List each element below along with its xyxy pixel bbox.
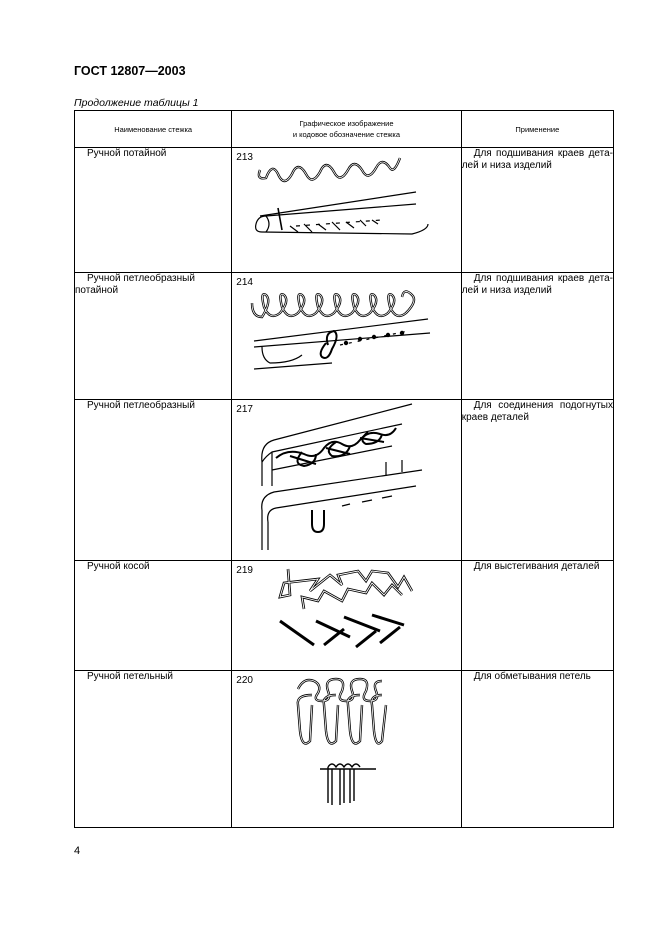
stitch-graphic-cell <box>232 561 461 671</box>
stitch-use-cell: Для обметывания петель <box>461 671 613 828</box>
table-row <box>75 148 614 273</box>
column-header-graphic-line1: Графическое изображение <box>299 119 394 128</box>
hidden-stitch-icon <box>232 148 461 272</box>
stitch-table <box>74 110 614 828</box>
stitch-code: 213 <box>236 152 253 163</box>
stitch-code: 219 <box>236 565 253 576</box>
stitch-name-cell: Ручной петлеобразный потайной <box>75 273 232 400</box>
stitch-code: 214 <box>236 277 253 288</box>
stitch-code: 217 <box>236 404 253 415</box>
stitch-use-cell: Для подшивания краев дета-лей и низа изделий <box>461 148 613 273</box>
buttonhole-stitch-icon <box>232 671 461 827</box>
page-number: 4 <box>74 845 81 857</box>
stitch-graphic-cell <box>232 273 461 400</box>
column-header-name: Наименование стежка <box>75 111 232 148</box>
loop-stitch-icon <box>232 400 461 560</box>
stitch-graphic-cell <box>232 148 461 273</box>
table-header-row <box>75 111 614 148</box>
stitch-name-cell: Ручной петельный <box>75 671 232 828</box>
stitch-name-cell: Ручной петлеобразный <box>75 400 232 561</box>
table-row <box>75 273 614 400</box>
column-header-use: Применение <box>461 111 613 148</box>
document-header-title: ГОСТ 12807—2003 <box>74 64 186 78</box>
table-row <box>75 561 614 671</box>
column-header-graphic-line2: и кодовое обозначение стежка <box>292 130 401 139</box>
table-row <box>75 671 614 828</box>
table-row <box>75 400 614 561</box>
stitch-use-cell: Для соединения подогнутых краев деталей <box>461 400 613 561</box>
stitch-use-cell: Для подшивания краев дета-лей и низа изделий <box>461 273 613 400</box>
stitch-name-cell: Ручной потайной <box>75 148 232 273</box>
stitch-graphic-cell <box>232 400 461 561</box>
slant-stitch-icon <box>232 561 461 670</box>
stitch-code: 220 <box>236 675 253 686</box>
column-header-graphic <box>232 111 461 148</box>
hidden-loop-stitch-icon <box>232 273 461 399</box>
stitch-use-cell: Для выстегивания деталей <box>461 561 613 671</box>
table-continuation-caption: Продолжение таблицы 1 <box>74 97 199 109</box>
stitch-name-cell: Ручной косой <box>75 561 232 671</box>
stitch-graphic-cell <box>232 671 461 828</box>
